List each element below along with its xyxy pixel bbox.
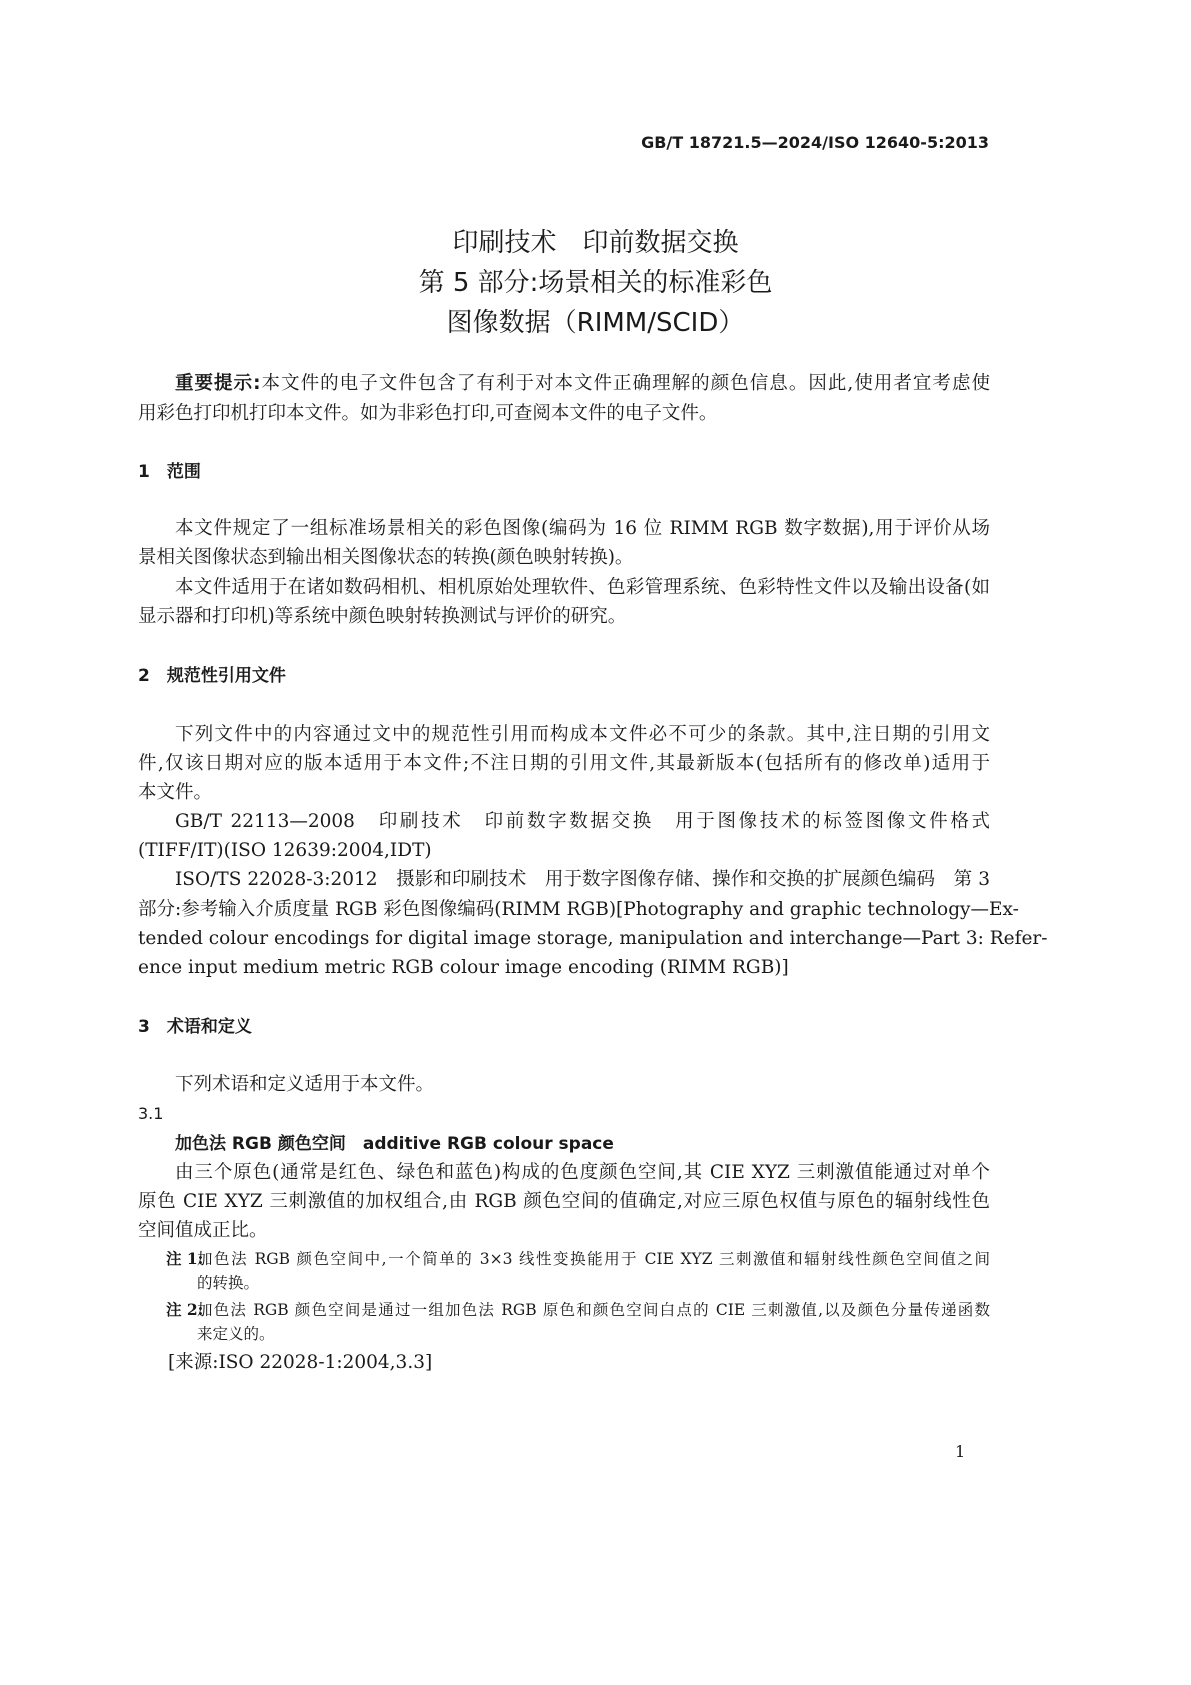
note-1-label: 注 1: — [166, 1249, 204, 1268]
source-citation: [来源:ISO 22028-1:2004,3.3] — [168, 1352, 433, 1373]
note-2-label: 注 2: — [166, 1300, 204, 1319]
section-3-heading — [138, 1012, 252, 1042]
title-line-1: 印刷技术 印前数据交换 — [452, 228, 739, 258]
paragraph-line: 本文件。 — [138, 782, 213, 803]
definition-line: 由三个原色(通常是红色、绿色和蓝色)构成的色度颜色空间,其 CIE XYZ 三刺激值能通过对单个 — [175, 1162, 990, 1183]
section-2-heading — [138, 661, 286, 691]
section-title: 范围 — [166, 462, 201, 482]
definition-line: 空间值成正比。 — [138, 1220, 268, 1241]
term-en: additive RGB colour space — [362, 1134, 614, 1154]
note-1-line: 的转换。 — [197, 1274, 260, 1292]
reference-line: (TIFF/IT)(ISO 12639:2004,IDT) — [138, 840, 432, 861]
page-number: 1 — [955, 1442, 966, 1461]
paragraph-line: 景相关图像状态到输出相关图像状态的转换(颜色映射转换)。 — [138, 547, 634, 568]
term-heading — [175, 1129, 614, 1159]
term-number: 3.1 — [138, 1104, 164, 1123]
paragraph-line: 下列文件中的内容通过文中的规范性引用而构成本文件必不可少的条款。其中,注日期的引用文 — [175, 724, 990, 745]
notice-label: 重要提示: — [175, 373, 261, 394]
section-3-intro: 下列术语和定义适用于本文件。 — [175, 1074, 435, 1095]
definition-line: 原色 CIE XYZ 三刺激值的加权组合,由 RGB 颜色空间的值确定,对应三原色权值与原色的辐射线性色 — [138, 1191, 990, 1212]
notice-line-2: 用彩色打印机打印本文件。如为非彩色打印,可查阅本文件的电子文件。 — [138, 403, 718, 424]
reference-line: tended colour encodings for digital image storage, manipulation and interchange—Part 3: Refer- — [138, 928, 1048, 949]
section-number: 1 — [138, 462, 150, 482]
notice-line-1 — [175, 369, 990, 399]
notice-text: 本文件的电子文件包含了有利于对本文件正确理解的颜色信息。因此,使用者宜考虑使 — [260, 373, 990, 394]
paragraph-line: 件,仅该日期对应的版本适用于本文件;不注日期的引用文件,其最新版本(包括所有的修改单)适用于 — [138, 753, 990, 774]
section-1-heading — [138, 457, 201, 487]
section-number: 3 — [138, 1017, 150, 1037]
section-title: 规范性引用文件 — [166, 666, 286, 686]
section-title: 术语和定义 — [166, 1017, 252, 1037]
note-2-line: 加色法 RGB 颜色空间是通过一组加色法 RGB 原色和颜色空间白点的 CIE 三刺激值,以及颜色分量传递函数 — [197, 1301, 990, 1319]
paragraph-line: 本文件规定了一组标准场景相关的彩色图像(编码为 16 位 RIMM RGB 数字数据),用于评价从场 — [175, 518, 990, 539]
reference-line: 部分:参考输入介质度量 RGB 彩色图像编码(RIMM RGB)[Photography and graphic technology—Ex- — [138, 899, 1019, 920]
note-2-line: 来定义的。 — [197, 1325, 275, 1343]
paragraph-line: 显示器和打印机)等系统中颜色映射转换测试与评价的研究。 — [138, 606, 627, 627]
standard-number: GB/T 18721.5—2024/ISO 12640-5:2013 — [641, 133, 989, 152]
note-1-line: 加色法 RGB 颜色空间中,一个简单的 3×3 线性变换能用于 CIE XYZ 三刺激值和辐射线性颜色空间值之间 — [197, 1250, 990, 1268]
section-number: 2 — [138, 666, 150, 686]
paragraph-line: 本文件适用于在诸如数码相机、相机原始处理软件、色彩管理系统、色彩特性文件以及输出设备(如 — [175, 577, 990, 598]
term-zh: 加色法 RGB 颜色空间 — [175, 1134, 346, 1154]
reference-line: ence input medium metric RGB colour image encoding (RIMM RGB)] — [138, 957, 789, 978]
reference-line: ISO/TS 22028-3:2012 摄影和印刷技术 用于数字图像存储、操作和交换的扩展颜色编码 第 3 — [175, 869, 990, 890]
title-line-3: 图像数据（RIMM/SCID） — [446, 308, 745, 338]
reference-line: GB/T 22113—2008 印刷技术 印前数字数据交换 用于图像技术的标签图像文件格式 — [175, 811, 990, 832]
title-line-2: 第 5 部分:场景相关的标准彩色 — [418, 268, 773, 298]
